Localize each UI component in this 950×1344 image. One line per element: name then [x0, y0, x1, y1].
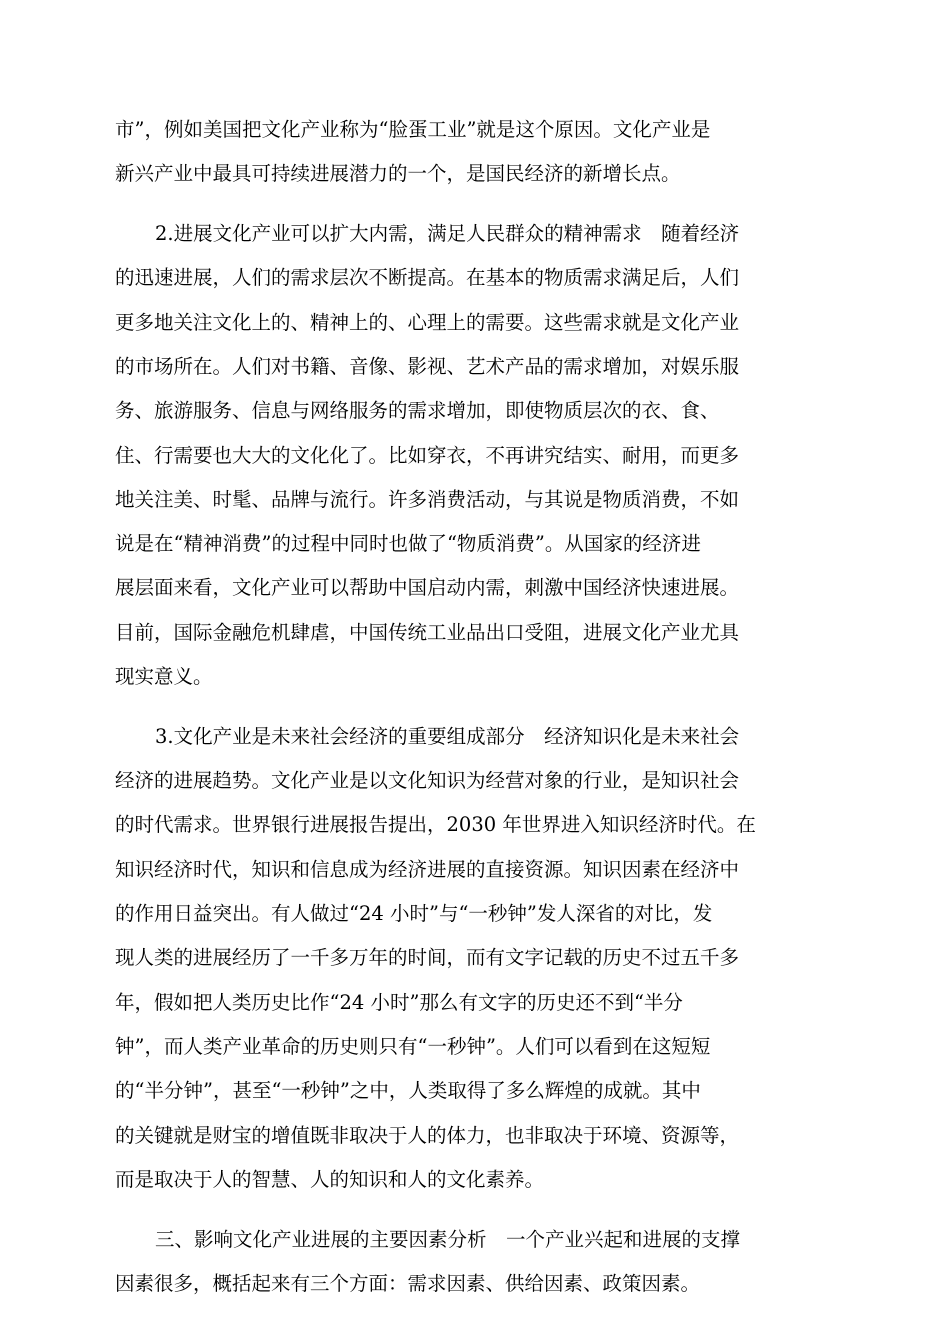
- text-line: 而是取决于人的智慧、人的知识和人的文化素养。: [115, 1167, 545, 1191]
- text-line: 地关注美、时髦、品牌与流行。许多消费活动，与其说是物质消费，不如: [115, 487, 740, 511]
- text-line: 的迅速进展，人们的需求层次不断提高。在基本的物质需求满足后，人们: [115, 266, 740, 290]
- text-line: 3.文化产业是未来社会经济的重要组成部分 经济知识化是未来社会: [155, 724, 740, 748]
- text-line: 钟”，而人类产业革命的历史则只有“一秒钟”。人们可以看到在这短短: [115, 1034, 711, 1058]
- text-line: 知识经济时代，知识和信息成为经济进展的直接资源。知识因素在经济中: [115, 857, 740, 881]
- text-line: 的关键就是财宝的增值既非取决于人的体力，也非取决于环境、资源等，: [115, 1123, 740, 1147]
- paragraph-continuation: [115, 108, 835, 197]
- text-line: 市”，例如美国把文化产业称为“脸蛋工业”就是这个原因。文化产业是: [115, 118, 711, 141]
- paragraph-point-3: [115, 715, 835, 1202]
- document-page: [115, 108, 835, 1306]
- text-line: 住、行需要也大大的文化化了。比如穿衣，不再讲究结实、耐用，而更多: [115, 443, 740, 467]
- text-line: 2.进展文化产业可以扩大内需，满足人民群众的精神需求 随着经济: [155, 222, 740, 246]
- text-line: 更多地关注文化上的、精神上的、心理上的需要。这些需求就是文化产业: [115, 310, 740, 334]
- text-line: 三、影响文化产业进展的主要因素分析 一个产业兴起和进展的支撑: [155, 1227, 741, 1251]
- text-line: 新兴产业中最具可持续进展潜力的一个，是国民经济的新增长点。: [115, 162, 681, 186]
- paragraph-section-3: [115, 1218, 835, 1307]
- text-line: 的时代需求。世界银行进展报告提出，2030 年世界进入知识经济时代。在: [115, 813, 756, 837]
- text-line: 说是在“精神消费”的过程中同时也做了“物质消费”。从国家的经济进: [115, 532, 701, 556]
- text-line: 现实意义。: [115, 665, 213, 689]
- text-line: 的作用日益突出。有人做过“24 小时”与“一秒钟”发人深省的对比，发: [115, 902, 713, 926]
- text-line: 务、旅游服务、信息与网络服务的需求增加，即使物质层次的衣、食、: [115, 399, 720, 423]
- text-line: 现人类的进展经历了一千多万年的时间，而有文字记载的历史不过五千多: [115, 946, 740, 970]
- text-line: 目前，国际金融危机肆虐，中国传统工业品出口受阻，进展文化产业尤具: [115, 620, 740, 644]
- text-line: 经济的进展趋势。文化产业是以文化知识为经营对象的行业，是知识社会: [115, 769, 740, 793]
- text-line: 年，假如把人类历史比作“24 小时”那么有文字的历史还不到“半分: [115, 990, 683, 1014]
- text-line: 的“半分钟”，甚至“一秒钟”之中，人类取得了多么辉煌的成就。其中: [115, 1079, 701, 1103]
- text-line: 因素很多，概括起来有三个方面：需求因素、供给因素、政策因素。: [115, 1271, 701, 1295]
- paragraph-point-2: [115, 212, 835, 699]
- text-line: 展层面来看，文化产业可以帮助中国启动内需，刺激中国经济快速进展。: [115, 576, 740, 600]
- text-line: 的市场所在。人们对书籍、音像、影视、艺术产品的需求增加，对娱乐服: [115, 354, 740, 378]
